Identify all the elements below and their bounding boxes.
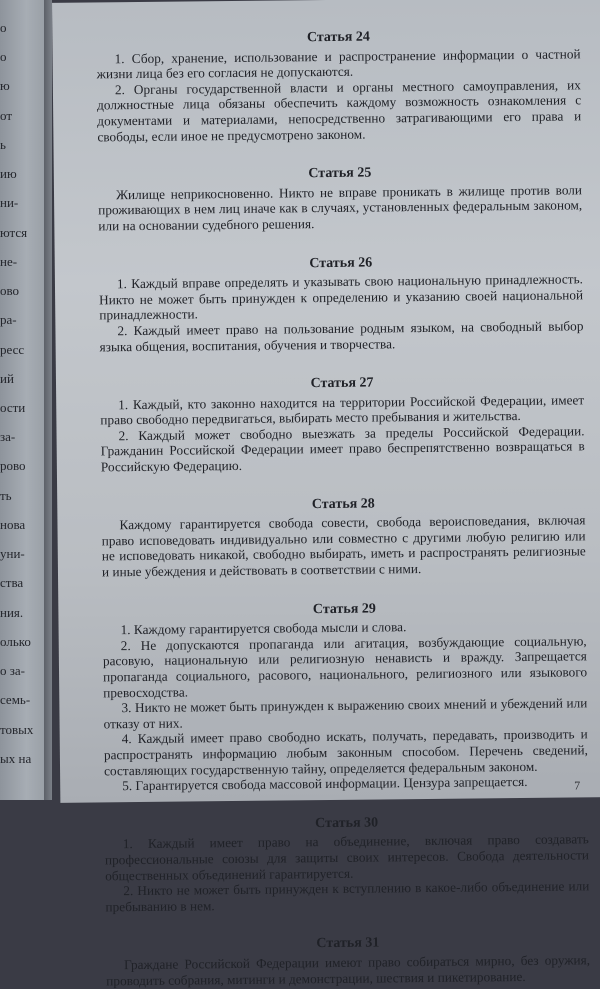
left-page-fragment: за- (0, 429, 16, 445)
article-title: Статья 31 (316, 935, 380, 952)
left-page-fragment: ово (0, 283, 20, 299)
article-25 (98, 163, 583, 233)
article-paragraph: 2. Не допускаются пропаганда или агитация, возбуждающие социальную, расовую, национальную или религиозную ненависть и вражду. Запрещается пропаганда социального, расового, национального, религиозного или языкового превосходства. (102, 633, 588, 700)
article-title: Статья 28 (311, 496, 375, 512)
article-paragraph: Жилище неприкосновенно. Никто не вправе проникать в жилище против воли проживающих в нем лиц иначе как в случаях, установленных федеральным законом, или на основании судебного решения. (98, 182, 583, 234)
article-29 (102, 599, 588, 794)
left-page-fragment: ни- (0, 195, 19, 211)
left-page-fragment: ю (0, 78, 10, 94)
article-26 (99, 253, 584, 355)
article-paragraph: 1. Каждому гарантируется свобода мысли и слова. (120, 619, 407, 638)
article-title: Статья 27 (310, 375, 374, 392)
left-page-fragment: ь (0, 136, 6, 152)
left-page-fragment: нова (0, 516, 26, 532)
left-page-fragment: не- (0, 253, 18, 269)
left-page-fragment: уни- (0, 546, 25, 562)
left-page-fragment: семь- (0, 692, 31, 708)
article-27 (100, 373, 585, 475)
article-paragraph: 4. Каждый имеет право свободно искать, получать, передавать, производить и распространять информацию любым законным способом. Перечень сведений, составляющих государственную тайну, определяется федеральным законом. (103, 726, 588, 778)
left-page-fragment: ий (0, 370, 14, 386)
article-31 (106, 934, 590, 989)
article-24 (96, 27, 581, 144)
left-page-fragment: от (0, 107, 13, 123)
article-paragraph: Каждому гарантируется свобода совести, свобода вероисповедания, включая право исповедовать индивидуально или совместно с другими любую религию или не исповедовать никакой, свободно выбирать, иметь и распространять религиозные и иные убеждения и действовать в соответствии с ними. (101, 512, 586, 580)
article-title: Статья 24 (306, 29, 370, 46)
left-page-fragment: о за- (0, 663, 25, 679)
left-page-fragment: ются (0, 224, 28, 240)
left-page-fragment: ния. (0, 604, 24, 620)
left-page-fragment: ть (0, 487, 12, 503)
left-page-fragment: ости (0, 400, 26, 415)
left-page-fragment: ра- (0, 312, 17, 328)
left-page-fragment: ых на (0, 750, 32, 766)
article-title: Статья 26 (309, 255, 373, 271)
left-page-fragment: рово (0, 458, 26, 474)
left-page-fragment: ресс (0, 341, 25, 357)
article-paragraph: 1. Каждый имеет право на объединение, включая право создавать профессиональные союзы для защиты своих интересов. Свобода деятельности общественных объединений гарантируется. (104, 831, 590, 883)
book-gutter (44, 0, 52, 800)
left-page-fragment: о (0, 20, 7, 35)
article-title: Статья 25 (308, 165, 372, 182)
article-paragraph: Граждане Российской Федерации имеют право собираться мирно, без оружия, проводить собрания, митинги и демонстрации, шествия и пикетирование. (106, 952, 591, 988)
article-paragraph: 2. Каждый может свободно выезжать за пределы Российской Федерации. Гражданин Российской Федерации имеет право беспрепятственно возвращаться в Российскую Федерацию. (100, 423, 585, 475)
article-paragraph: 1. Сбор, хранение, использование и распространение информации о частной жизни лица без его согласия не допускаются. (96, 45, 581, 82)
article-30 (105, 813, 590, 915)
article-28 (101, 494, 586, 580)
left-page-fragment: ию (0, 166, 17, 182)
article-paragraph: 2. Каждый имеет право на пользование родным языком, на свободный выбор языка общения, воспитания, обучения и творчества. (99, 318, 584, 354)
book-page (52, 0, 600, 988)
article-paragraph: 5. Гарантируется свобода массовой информации. Цензура запрещается. (122, 774, 528, 794)
article-paragraph: 1. Каждый вправе определять и указывать свою национальную принадлежность. Никто не может быть принужден к определению и указанию своей национальной принадлежности. (99, 271, 584, 323)
left-page-fragment: о (0, 49, 7, 65)
article-paragraph: 2. Никто не может быть принужден к вступлению в какое-либо объединение или пребыванию в нем. (105, 878, 590, 915)
left-page-fragment: ства (0, 575, 24, 591)
article-paragraph: 2. Органы государственной власти и органы местного самоуправления, их должностные лица обязаны обеспечить каждому возможность ознакомления с документами и материалами, непосредственно затрагивающими его права и свободы, если иное не предусмотрено законом. (97, 77, 582, 144)
article-title: Статья 29 (312, 601, 376, 617)
left-page-edge (0, 0, 44, 800)
article-paragraph: 3. Никто не может быть принужден к выражению своих мнений и убеждений или отказу от них. (103, 695, 588, 732)
article-title: Статья 30 (315, 815, 379, 831)
article-paragraph: 1. Каждый, кто законно находится на территории Российской Федерации, имеет право свободно передвигаться, выбирать место пребывания и жительства. (100, 392, 585, 428)
page-content (96, 3, 590, 988)
left-page-fragment: товых (0, 721, 34, 737)
page-number: 7 (574, 778, 581, 793)
left-page-fragment: олько (0, 633, 31, 649)
